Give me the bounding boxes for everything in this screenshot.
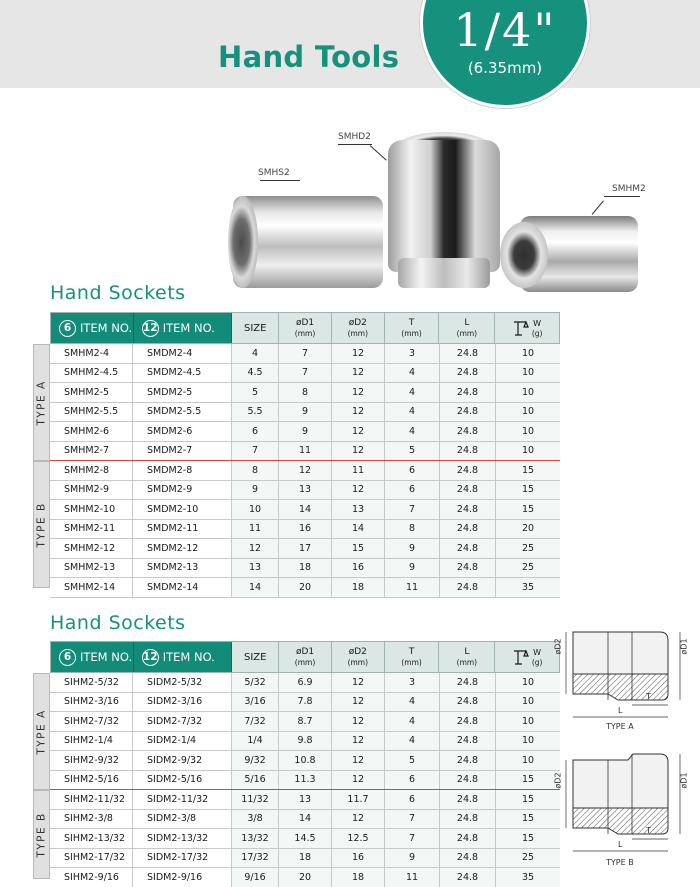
table-cell: 9/32 [232,751,279,770]
photo-label-smhd2: SMHD2 [338,132,371,142]
table-cell: 9 [279,422,332,441]
table-cell: 12 [332,693,385,712]
table-cell: 12 [332,364,385,383]
table-cell: 24.8 [440,442,496,461]
table-cell: SMHM2-11 [50,520,133,539]
table-cell: 18 [332,578,385,597]
table-cell: SMDM2-9 [133,481,232,500]
table-cell: 20 [521,523,535,535]
table-row [50,481,560,501]
table-cell: 15 [521,484,535,496]
dim-d2-a: øD2 [553,638,563,655]
table-row [50,849,560,869]
table-cell: SIDM2-9/32 [133,751,232,770]
table-row [50,829,560,849]
table-cell: 11/32 [232,790,279,809]
table-cell: 15 [521,774,535,786]
col-header-size: SIZE [232,313,279,343]
socket-photo-small-end [500,222,548,288]
table-row [50,344,560,364]
table-cell: 12 [332,422,385,441]
table-cell: 10 [521,367,535,379]
leader-line-smhm2-diag [592,200,604,214]
table-cell: SMDM2-5 [133,383,232,402]
table-cell: 11.3 [279,771,332,790]
table-cell: 6 [385,481,440,500]
table-cell: SMHM2-4 [50,344,133,363]
socket-photo-big-neck [398,258,490,288]
table-row [50,442,560,462]
table-row [50,539,560,559]
table-cell: 14 [232,578,279,597]
table-cell: SMHM2-5 [50,383,133,402]
table-cell: SMDM2-4 [133,344,232,363]
table-cell: 9 [385,539,440,558]
table-cell: SMHM2-5.5 [50,403,133,422]
table-cell: 20 [279,868,332,887]
table-cell: 10 [521,386,535,398]
table-cell: SMHM2-6 [50,422,133,441]
table-cell: 10 [521,347,535,359]
dim-t-b: T [646,826,651,835]
table-cell: 4 [385,732,440,751]
table-cell: 12 [332,771,385,790]
table-cell: SMHM2-12 [50,539,133,558]
table-cell: SMDM2-8 [133,461,232,480]
table-cell: 15 [521,793,535,805]
table-cell: 4 [385,383,440,402]
table-cell: 7 [385,500,440,519]
table-cell: 14 [332,520,385,539]
table-cell: 24.8 [440,403,496,422]
table-cell: SIHM2-11/32 [50,790,133,809]
table-cell: 10 [521,715,535,727]
table-cell: 12 [332,810,385,829]
table-cell: 12 [332,383,385,402]
table-cell: 12 [332,403,385,422]
table-row [50,790,560,810]
table-cell: 9 [385,559,440,578]
table-cell: 12.5 [332,829,385,848]
table-cell: 4 [385,422,440,441]
diagram-caption-b: TYPE B [606,858,634,867]
table-cell: 24.8 [440,771,496,790]
table-cell: 25 [521,542,535,554]
table-cell: 5 [385,751,440,770]
table-cell: 6 [232,422,279,441]
leader-line-smhd2-diag [370,145,387,160]
table-cell: 12 [332,673,385,692]
table-cell: 24.8 [440,539,496,558]
table-cell: 8 [232,461,279,480]
table-cell: 16 [332,559,385,578]
table-cell: SIHM2-1/4 [50,732,133,751]
table-cell: SIDM2-7/32 [133,712,232,731]
col-header-d1: øD1 (mm) [279,313,332,343]
table-cell: 7/32 [232,712,279,731]
type-a-label: TYPE A [33,344,50,461]
table-cell: SMHM2-4.5 [50,364,133,383]
table-row [50,383,560,403]
diagram-type-a [548,612,696,741]
table-cell: 24.8 [440,712,496,731]
table-cell: SIHM2-5/32 [50,673,133,692]
table-cell: 4 [385,693,440,712]
table-cell: SIHM2-7/32 [50,712,133,731]
photo-label-smhs2: SMHS2 [258,168,290,178]
table-cell: 24.8 [440,751,496,770]
table-cell: 10 [521,696,535,708]
col-header-weight: W (g) [495,642,559,672]
col-header-l: L (mm) [439,642,495,672]
table-cell: SMDM2-4.5 [133,364,232,383]
table-cell: SIHM2-3/8 [50,810,133,829]
table-row [50,559,560,579]
table-cell: SIHM2-17/32 [50,849,133,868]
table-cell: 13 [332,500,385,519]
table-cell: 6 [385,790,440,809]
col-header-l: L (mm) [439,313,495,343]
badge-metric: (6.35mm) [467,59,543,77]
table-cell: 24.8 [440,829,496,848]
table-cell: 4 [232,344,279,363]
table-cell: 16 [279,520,332,539]
table-row [50,422,560,442]
table-cell: 18 [279,849,332,868]
table-cell: SMHM2-7 [50,442,133,461]
table-cell: 20 [279,578,332,597]
table-cell: 3/8 [232,810,279,829]
table-cell: 6 [385,771,440,790]
table-cell: SMDM2-13 [133,559,232,578]
table-cell: 9/16 [232,868,279,887]
table-cell: 24.8 [440,868,496,887]
table-cell: SMHM2-13 [50,559,133,578]
table-cell: 5.5 [232,403,279,422]
col-header-d2: øD2 (mm) [332,642,385,672]
table-cell: 12 [332,442,385,461]
col-header-6pt-item: 6 ITEM NO. [51,642,134,672]
table-cell: SMHM2-10 [50,500,133,519]
table-cell: 13 [232,559,279,578]
table-cell: 13 [279,790,332,809]
table-row [50,520,560,540]
table-cell: SIHM2-3/16 [50,693,133,712]
table-cell: 24.8 [440,422,496,441]
table-cell: SMDM2-5.5 [133,403,232,422]
col-header-weight: W (g) [495,313,559,343]
table-cell: 8 [279,383,332,402]
table-cell: 3 [385,344,440,363]
col-header-d1: øD1 (mm) [279,642,332,672]
table-cell: 15 [521,813,535,825]
table-cell: 4 [385,403,440,422]
table-cell: 9 [279,403,332,422]
table-cell: 24.8 [440,383,496,402]
table-cell: SIHM2-13/32 [50,829,133,848]
table-cell: SIDM2-9/16 [133,868,232,887]
table-cell: SMDM2-10 [133,500,232,519]
section-title-metric: Hand Sockets [50,282,186,304]
table-cell: 9.8 [279,732,332,751]
table-cell: 3/16 [232,693,279,712]
table-cell: SIDM2-5/32 [133,673,232,692]
table-cell: 3 [385,673,440,692]
table-cell: 18 [279,559,332,578]
table-cell: SIDM2-13/32 [133,829,232,848]
table-cell: 25 [521,562,535,574]
table-cell: 11 [385,868,440,887]
table-cell: 7 [232,442,279,461]
table-cell: 12 [332,344,385,363]
table-cell: 15 [521,832,535,844]
table-cell: SMHM2-14 [50,578,133,597]
table-row [50,693,560,713]
col-header-t: T (mm) [385,642,440,672]
table-cell: 1/4 [232,732,279,751]
table-cell: 24.8 [440,810,496,829]
table-cell: 11.7 [332,790,385,809]
type-b-label: TYPE B [33,461,50,588]
table-row [50,364,560,384]
table-cell: 7 [385,810,440,829]
photo-label-smhm2: SMHM2 [612,184,646,194]
table-row [50,500,560,520]
diagram-type-b [548,748,696,877]
table-cell: 10.8 [279,751,332,770]
table-cell: 11 [279,442,332,461]
col-header-t: T (mm) [385,313,440,343]
table-cell: 7 [279,364,332,383]
table-row [50,810,560,830]
table-cell: 35 [521,581,535,593]
socket-section-drawing-b [548,748,696,873]
table-cell: 9 [385,849,440,868]
table-cell: 25 [521,852,535,864]
socket-photo-big [388,140,500,272]
dim-l-a: L [618,706,623,715]
table-cell: 16 [332,849,385,868]
table-cell: 12 [332,712,385,731]
table-cell: 9 [232,481,279,500]
table-cell: 24.8 [440,461,496,480]
table-cell: 11 [232,520,279,539]
socket-photo-long-end [228,196,258,288]
table-cell: 13 [279,481,332,500]
dim-d2-b: øD2 [553,772,563,789]
table-cell: 24.8 [440,578,496,597]
table-cell: SIDM2-1/4 [133,732,232,751]
table-cell: SIDM2-5/16 [133,771,232,790]
table-header [50,312,560,344]
table-cell: 12 [279,461,332,480]
drive-size-badge [420,0,590,108]
table-cell: 24.8 [440,790,496,809]
table-cell: 24.8 [440,673,496,692]
dim-d1-a: øD1 [679,638,689,655]
section-title-inch: Hand Sockets [50,612,186,634]
table-row [50,732,560,752]
table-cell: SIDM2-3/16 [133,693,232,712]
leader-line-smhm2 [604,196,640,197]
table-cell: 24.8 [440,693,496,712]
table-cell: 10 [521,754,535,766]
type-a-label: TYPE A [33,673,50,790]
table-cell: 14 [279,500,332,519]
table-cell: 11 [332,461,385,480]
table-row [50,751,560,771]
table-cell: 7.8 [279,693,332,712]
table-cell: 8 [385,520,440,539]
table-cell: 13/32 [232,829,279,848]
table-cell: SMDM2-11 [133,520,232,539]
table-cell: 18 [332,868,385,887]
table-cell: 12 [232,539,279,558]
table-cell: 15 [521,464,535,476]
table-row [50,461,560,481]
dim-l-b: L [618,840,623,849]
table-cell: 10 [521,406,535,418]
table-row [50,712,560,732]
table-cell: SMDM2-7 [133,442,232,461]
table-cell: 14 [279,810,332,829]
table-cell: SIHM2-9/32 [50,751,133,770]
table-cell: 7 [385,829,440,848]
table-cell: 12 [332,732,385,751]
diagram-caption-a: TYPE A [606,722,634,731]
table-cell: 5/16 [232,771,279,790]
table-cell: 24.8 [440,364,496,383]
table-cell: SIDM2-11/32 [133,790,232,809]
table-cell: 5/32 [232,673,279,692]
table-cell: 24.8 [440,481,496,500]
col-header-size: SIZE [232,642,279,672]
table-cell: 6 [385,461,440,480]
type-b-label: TYPE B [33,790,50,879]
table-cell: 7 [279,344,332,363]
table-cell: 4 [385,364,440,383]
table-cell: 10 [521,445,535,457]
table-cell: 15 [332,539,385,558]
table-row [50,868,560,887]
table-cell: SMHM2-9 [50,481,133,500]
col-header-6pt-item: 6 ITEM NO. [51,313,134,343]
leader-line-smhs2 [260,180,300,181]
table-cell: SIDM2-17/32 [133,849,232,868]
table-cell: SMHM2-8 [50,461,133,480]
table-cell: 24.8 [440,849,496,868]
table-cell: 35 [521,871,535,883]
table-cell: 5 [232,383,279,402]
table-cell: 24.8 [440,559,496,578]
table-cell: 17/32 [232,849,279,868]
table-cell: 4 [385,712,440,731]
table-cell: 24.8 [440,500,496,519]
table-row [50,578,560,598]
table-cell: 10 [521,735,535,747]
table-row [50,403,560,423]
table-body [50,344,560,598]
table-cell: 15 [521,503,535,515]
table-cell: 11 [385,578,440,597]
table-cell: SMDM2-14 [133,578,232,597]
page-title: Hand Tools [218,40,400,74]
table-cell: 12 [332,481,385,500]
table-cell: 8.7 [279,712,332,731]
scale-icon [512,319,532,337]
table-row [50,771,560,791]
table-cell: SMDM2-12 [133,539,232,558]
dim-d1-b: øD1 [679,772,689,789]
table-cell: 10 [521,425,535,437]
table-cell: SIHM2-9/16 [50,868,133,887]
col-header-12pt-item: 12 ITEM NO. [134,313,233,343]
col-header-12pt-item: 12 ITEM NO. [134,642,233,672]
badge-fraction: 1/4" [453,3,557,57]
table-cell: SIDM2-3/8 [133,810,232,829]
table-cell: 24.8 [440,732,496,751]
table-cell: 12 [332,751,385,770]
table-cell: 10 [521,676,535,688]
dim-t-a: T [646,692,651,701]
table-header [50,641,560,673]
table-cell: 14.5 [279,829,332,848]
table-cell: 24.8 [440,520,496,539]
table-cell: 24.8 [440,344,496,363]
table-body [50,673,560,887]
table-cell: SIHM2-5/16 [50,771,133,790]
col-header-d2: øD2 (mm) [332,313,385,343]
socket-section-drawing-a [548,612,696,737]
table-row [50,673,560,693]
table-cell: 17 [279,539,332,558]
table-cell: 6.9 [279,673,332,692]
table-cell: SMDM2-6 [133,422,232,441]
table-cell: 10 [232,500,279,519]
table-cell: 4.5 [232,364,279,383]
table-cell: 5 [385,442,440,461]
scale-icon [512,648,532,666]
leader-line-smhd2 [338,144,372,145]
